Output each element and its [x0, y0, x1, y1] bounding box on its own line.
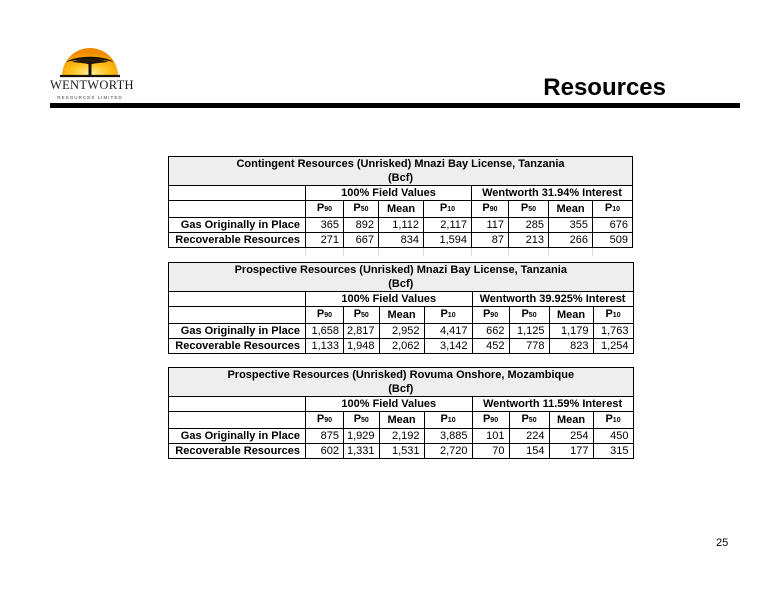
probability-header: P10: [424, 412, 472, 429]
row-label: Gas Originally in Place: [169, 218, 306, 233]
table-unit: (Bcf): [169, 171, 633, 186]
field-value-cell: 1,531: [379, 444, 424, 459]
interest-header: Wentworth 11.59% Interest: [472, 397, 633, 412]
interest-value-cell: 213: [509, 233, 549, 248]
table-row: [169, 339, 634, 354]
interest-value-cell: 117: [472, 218, 509, 233]
logo-wordmark: WENTWORTH: [50, 78, 134, 92]
interest-value-cell: 1,125: [509, 324, 549, 339]
probability-header: Mean: [549, 412, 593, 429]
interest-value-cell: 254: [549, 429, 593, 444]
field-value-cell: 271: [306, 233, 344, 248]
field-value-cell: 1,133: [306, 339, 344, 354]
row-label: Gas Originally in Place: [169, 429, 306, 444]
probability-header: Mean: [379, 201, 424, 218]
table-unit: (Bcf): [169, 277, 634, 292]
title-divider: [50, 103, 740, 108]
grid-spacer: [472, 248, 509, 257]
table-row: [169, 324, 634, 339]
interest-value-cell: 662: [472, 324, 509, 339]
field-values-header: 100% Field Values: [306, 397, 473, 412]
grid-spacer: [306, 248, 344, 257]
probability-header: P50: [344, 412, 380, 429]
probability-header: P90: [472, 412, 509, 429]
header-spacer: [169, 201, 306, 218]
resource-table: [168, 367, 634, 459]
field-value-cell: 365: [306, 218, 344, 233]
grid-spacer: [593, 248, 633, 257]
table-unit: (Bcf): [169, 382, 634, 397]
resource-table: [168, 156, 633, 256]
field-value-cell: 667: [344, 233, 379, 248]
interest-value-cell: 224: [509, 429, 549, 444]
probability-header: P50: [509, 412, 549, 429]
table-title: Prospective Resources (Unrisked) Rovuma Onshore, Mozambique: [169, 368, 634, 383]
interest-value-cell: 355: [549, 218, 593, 233]
probability-header: P10: [424, 307, 472, 324]
logo-subtitle: RESOURCES LIMITED: [57, 95, 123, 100]
probability-header: P90: [472, 307, 509, 324]
interest-value-cell: 1,763: [593, 324, 633, 339]
probability-header: P50: [509, 307, 549, 324]
interest-value-cell: 285: [509, 218, 549, 233]
interest-header: Wentworth 31.94% Interest: [472, 186, 633, 201]
header-spacer: [169, 412, 306, 429]
interest-value-cell: 266: [549, 233, 593, 248]
grid-spacer: [169, 248, 306, 257]
resource-table: [168, 262, 634, 354]
interest-value-cell: 70: [472, 444, 509, 459]
field-value-cell: 4,417: [424, 324, 472, 339]
probability-header: P10: [593, 201, 633, 218]
interest-value-cell: 1,179: [549, 324, 593, 339]
interest-value-cell: 1,254: [593, 339, 633, 354]
table-row: [169, 233, 633, 248]
probability-header: P10: [593, 307, 633, 324]
grid-spacer: [344, 248, 379, 257]
header-spacer: [169, 307, 306, 324]
field-value-cell: 834: [379, 233, 424, 248]
row-label: Gas Originally in Place: [169, 324, 306, 339]
interest-value-cell: 452: [472, 339, 509, 354]
page-number: 25: [716, 537, 729, 549]
interest-value-cell: 177: [549, 444, 593, 459]
row-label: Recoverable Resources: [169, 444, 306, 459]
interest-value-cell: 101: [472, 429, 509, 444]
table-row: [169, 444, 634, 459]
acacia-sunset-icon: [50, 40, 130, 80]
table-row: [169, 218, 633, 233]
field-value-cell: 892: [344, 218, 379, 233]
probability-header: P90: [472, 201, 509, 218]
probability-header: P10: [424, 201, 472, 218]
field-value-cell: 875: [306, 429, 344, 444]
field-values-header: 100% Field Values: [306, 292, 473, 307]
probability-header: P90: [306, 201, 344, 218]
interest-value-cell: 676: [593, 218, 633, 233]
field-value-cell: 1,331: [344, 444, 380, 459]
field-value-cell: 2,062: [379, 339, 424, 354]
probability-header: P90: [306, 412, 344, 429]
header-spacer: [169, 186, 306, 201]
field-value-cell: 2,720: [424, 444, 472, 459]
probability-header: P50: [344, 201, 379, 218]
table-title: Contingent Resources (Unrisked) Mnazi Bay License, Tanzania: [169, 157, 633, 172]
probability-header: Mean: [379, 307, 424, 324]
page-title: Resources: [543, 74, 666, 101]
probability-header: P50: [509, 201, 549, 218]
probability-header: P50: [344, 307, 380, 324]
table-title: Prospective Resources (Unrisked) Mnazi Bay License, Tanzania: [169, 263, 634, 278]
probability-header: Mean: [379, 412, 424, 429]
field-value-cell: 1,948: [344, 339, 380, 354]
row-label: Recoverable Resources: [169, 339, 306, 354]
interest-value-cell: 315: [593, 444, 633, 459]
row-label: Recoverable Resources: [169, 233, 306, 248]
interest-value-cell: 87: [472, 233, 509, 248]
field-value-cell: 2,952: [379, 324, 424, 339]
field-value-cell: 1,929: [344, 429, 380, 444]
field-values-header: 100% Field Values: [306, 186, 472, 201]
field-value-cell: 2,817: [344, 324, 380, 339]
interest-value-cell: 450: [593, 429, 633, 444]
company-logo: [50, 40, 134, 112]
grid-spacer: [549, 248, 593, 257]
field-value-cell: 1,594: [424, 233, 472, 248]
interest-value-cell: 823: [549, 339, 593, 354]
field-value-cell: 3,885: [424, 429, 472, 444]
field-value-cell: 2,192: [379, 429, 424, 444]
interest-header: Wentworth 39.925% Interest: [472, 292, 633, 307]
interest-value-cell: 778: [509, 339, 549, 354]
probability-header: Mean: [549, 201, 593, 218]
probability-header: P10: [593, 412, 633, 429]
probability-header: Mean: [549, 307, 593, 324]
interest-value-cell: 509: [593, 233, 633, 248]
grid-spacer: [509, 248, 549, 257]
table-row: [169, 429, 634, 444]
header-spacer: [169, 292, 306, 307]
header-spacer: [169, 397, 306, 412]
field-value-cell: 1,112: [379, 218, 424, 233]
field-value-cell: 602: [306, 444, 344, 459]
field-value-cell: 1,658: [306, 324, 344, 339]
probability-header: P90: [306, 307, 344, 324]
grid-spacer: [379, 248, 424, 257]
interest-value-cell: 154: [509, 444, 549, 459]
field-value-cell: 2,117: [424, 218, 472, 233]
field-value-cell: 3,142: [424, 339, 472, 354]
grid-spacer: [424, 248, 472, 257]
